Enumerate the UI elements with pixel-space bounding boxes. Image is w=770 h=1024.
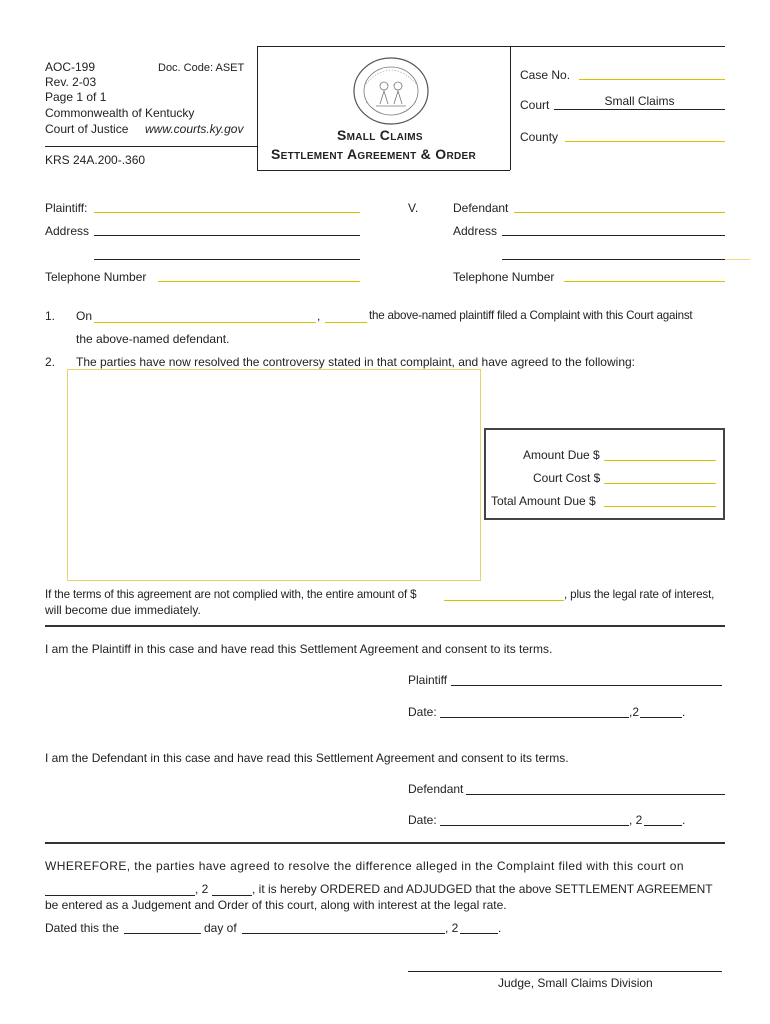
order-date-field[interactable] <box>45 880 195 896</box>
kentucky-seal-icon <box>352 56 430 126</box>
dated-month-field[interactable] <box>242 918 445 934</box>
terms-line1: If the terms of this agreement are not complied with, the entire amount of $ <box>45 588 417 601</box>
plaintiff-phone-field[interactable] <box>158 266 360 282</box>
item2-number: 2. <box>45 355 56 369</box>
header-bottom-rule <box>257 170 510 171</box>
plaintiff-signature-field[interactable] <box>451 670 722 686</box>
form-title-line1: Small Claims <box>337 127 423 143</box>
complaint-year-field[interactable] <box>325 307 367 323</box>
amount-due-label: Amount Due $ <box>523 448 600 462</box>
website: www.courts.ky.gov <box>145 122 244 136</box>
court-field[interactable]: Small Claims <box>554 94 725 110</box>
plaintiff-label: Plaintiff: <box>45 201 88 215</box>
court-cost-field[interactable] <box>604 468 716 484</box>
plaintiff-date-field[interactable] <box>440 702 629 718</box>
terms-line2: will become due immediately. <box>45 603 201 617</box>
amount-due-field[interactable] <box>604 445 716 461</box>
order-year-prefix: , 2 <box>195 882 209 896</box>
county-field[interactable] <box>565 126 725 142</box>
case-no-label: Case No. <box>520 68 571 82</box>
dated-label: Dated this the <box>45 921 120 935</box>
defendant-date-period: . <box>682 813 686 827</box>
dated-period: . <box>498 921 502 935</box>
total-due-field[interactable] <box>604 491 716 507</box>
commonwealth: Commonwealth of Kentucky <box>45 106 195 120</box>
form-id: AOC-199 <box>45 60 96 74</box>
header-divider <box>45 146 257 147</box>
terms-amount-field[interactable] <box>444 585 564 601</box>
defendant-address-line2[interactable] <box>502 244 725 260</box>
order-line2: , it is hereby ORDERED and ADJUDGED that the above SETTLEMENT AGREEMENT <box>252 882 713 896</box>
header-vline-right <box>510 46 511 170</box>
defendant-address-label: Address <box>453 224 498 238</box>
order-line1: WHEREFORE, the parties have agreed to resolve the difference alleged in the Complaint filed with this court on <box>45 859 684 873</box>
page-number: Page 1 of 1 <box>45 90 107 104</box>
defendant-name-field[interactable] <box>514 197 725 213</box>
defendant-address-field[interactable] <box>502 220 725 236</box>
section-divider-1 <box>45 625 725 627</box>
plaintiff-year-prefix: ,2 <box>629 705 640 719</box>
defendant-phone-field[interactable] <box>564 266 725 282</box>
krs-reference: KRS 24A.200-.360 <box>45 153 146 167</box>
court-of-justice: Court of Justice <box>45 122 129 136</box>
revision: Rev. 2-03 <box>45 75 97 89</box>
defendant-year-prefix: , 2 <box>629 813 643 827</box>
item1-text: the above-named plaintiff filed a Complaint with this Court against <box>369 309 693 322</box>
defendant-phone-label: Telephone Number <box>453 270 555 284</box>
defendant-date-label: Date: <box>408 813 437 827</box>
defendant-year-field[interactable] <box>644 810 682 826</box>
defendant-label: Defendant <box>453 201 509 215</box>
plaintiff-consent-text: I am the Plaintiff in this case and have read this Settlement Agreement and consent to its terms. <box>45 642 553 656</box>
county-label: County <box>520 130 559 144</box>
complaint-date-field[interactable] <box>94 307 316 323</box>
dated-year-field[interactable] <box>460 918 498 934</box>
item2-text: The parties have now resolved the controversy stated in that complaint, and have agreed to the following: <box>76 355 635 369</box>
section-divider-2 <box>45 842 725 844</box>
item1-continuation: the above-named defendant. <box>76 332 230 346</box>
day-of-label: day of <box>204 921 237 935</box>
plaintiff-name-field[interactable] <box>94 197 360 213</box>
defendant-consent-text: I am the Defendant in this case and have read this Settlement Agreement and consent to its terms. <box>45 751 569 765</box>
plaintiff-address-line2[interactable] <box>94 244 360 260</box>
header-vline-left <box>257 46 258 170</box>
defendant-date-field[interactable] <box>440 810 629 826</box>
plaintiff-date-period: . <box>682 705 686 719</box>
court-cost-label: Court Cost $ <box>533 471 601 485</box>
case-no-field[interactable] <box>579 64 725 80</box>
dated-day-field[interactable] <box>124 918 201 934</box>
order-line3: be entered as a Judgement and Order of this court, along with interest at the legal rate. <box>45 898 507 912</box>
item1-number: 1. <box>45 309 56 323</box>
plaintiff-address-label: Address <box>45 224 90 238</box>
plaintiff-phone-label: Telephone Number <box>45 270 147 284</box>
item1-on: On <box>76 309 93 323</box>
agreement-text-area[interactable] <box>67 369 481 581</box>
defendant-signature-field[interactable] <box>466 779 725 795</box>
item1-comma: , <box>317 309 321 323</box>
versus: V. <box>408 201 419 215</box>
terms-line1-post: , plus the legal rate of interest, <box>564 588 715 601</box>
defendant-sign-label: Defendant <box>408 782 464 796</box>
header-top-rule <box>257 46 725 47</box>
plaintiff-sign-label: Plaintiff <box>408 673 448 687</box>
form-title-line2: Settlement Agreement & Order <box>271 146 476 162</box>
yellow-mark <box>725 259 750 260</box>
order-year-field[interactable] <box>212 880 252 896</box>
plaintiff-address-field[interactable] <box>94 220 360 236</box>
doc-code: Doc. Code: ASET <box>158 62 245 74</box>
total-due-label: Total Amount Due $ <box>491 494 596 508</box>
judge-label: Judge, Small Claims Division <box>498 976 653 990</box>
plaintiff-year-field[interactable] <box>640 702 682 718</box>
dated-year-prefix: , 2 <box>445 921 459 935</box>
judge-signature-line[interactable] <box>408 971 722 972</box>
court-label: Court <box>520 98 550 112</box>
plaintiff-date-label: Date: <box>408 705 437 719</box>
